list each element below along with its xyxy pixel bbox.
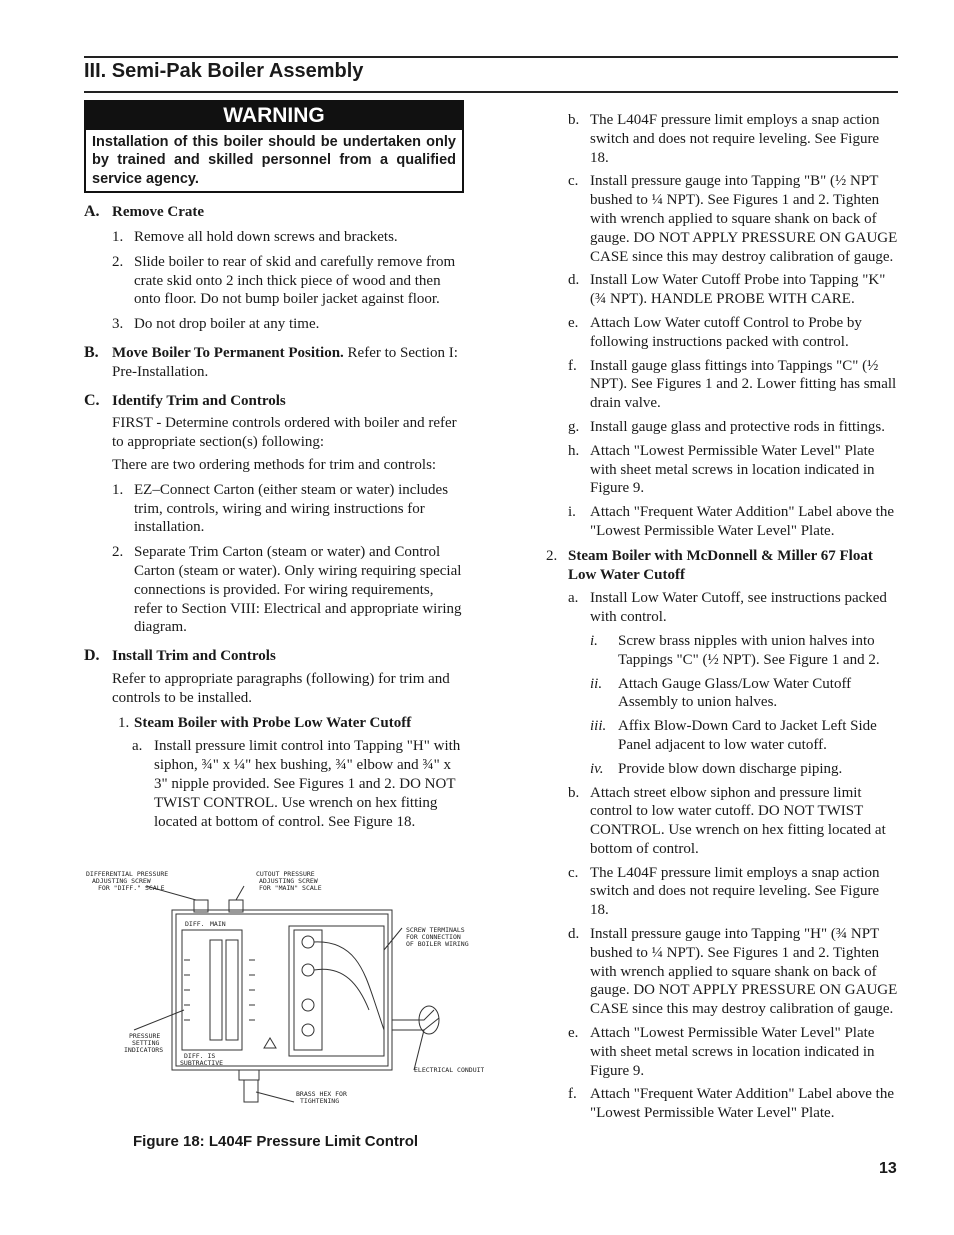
item-text: EZ–Connect Carton (either steam or water) includes trim, controls, wiring and wiring instructions for installation. (134, 481, 449, 536)
item-letter: ii. (590, 675, 603, 692)
item-text: Attach "Lowest Permissible Water Level" Plate with sheet metal screws in location indicated in Figure 9. (590, 442, 875, 497)
item-letter: c. (568, 864, 579, 881)
item-text: Screw brass nipples with union halves into Tappings "C" (½ NPT). See Figure 1 and 2. (618, 632, 880, 668)
figure-label: BRASS HEX FOR (296, 1090, 347, 1098)
pressure-limit-control-figure (84, 870, 484, 1110)
list-item (590, 760, 900, 779)
item-letter: i. (590, 632, 598, 649)
list-item (568, 503, 900, 541)
figure-caption: Figure 18: L404F Pressure Limit Control (133, 1133, 419, 1150)
figure-label: FOR "MAIN" SCALE (259, 884, 322, 892)
section-b-rest: Refer to Section I: Pre-Installation. (112, 345, 458, 380)
item-text: Install pressure gauge into Tapping "B" (½ NPT bushed to ¼ NPT). See Figures 1 and 2. Tighten with wrench applied to square shank on back of gauge. DO NOT APPLY PRESSURE ON GAUGE CASE since this may destroy calibration of gauge. (590, 173, 898, 265)
item-letter: e. (568, 1025, 579, 1042)
paragraph: There are two ordering methods for trim and controls: (112, 457, 437, 474)
list-item (568, 418, 900, 437)
list-item (568, 111, 900, 167)
list-item (568, 1085, 900, 1123)
item-text: Attach "Lowest Permissible Water Level" Plate with sheet metal screws in location indicated in Figure 9. (590, 1025, 875, 1079)
item-number: 3. (112, 316, 124, 333)
section-letter: C. (84, 391, 100, 409)
paragraph: FIRST - Determine controls ordered with boiler and refer to appropriate section(s) following: (112, 415, 457, 451)
item-text: Provide blow down discharge piping. (618, 760, 843, 777)
section-title: III. Semi-Pak Boiler Assembly (84, 60, 364, 82)
subsection-title: Steam Boiler with McDonnell & Miller 67 Float Low Water Cutoff (568, 547, 873, 583)
roman-list (590, 632, 900, 779)
section-title-text: Remove Crate (112, 204, 205, 221)
warning-heading: WARNING (86, 102, 462, 130)
figure-label: DIFF. (185, 920, 205, 928)
subsection-2-heading (546, 547, 900, 585)
item-letter: a. (132, 738, 143, 755)
figure-label: SUBTRACTIVE (180, 1059, 224, 1067)
item-number: 2. (546, 547, 558, 564)
page-number: 13 (879, 1160, 897, 1177)
item-letter: b. (568, 112, 580, 128)
subsection-title: Steam Boiler with Probe Low Water Cutoff (134, 714, 412, 731)
item-letter: d. (568, 272, 580, 289)
list-item (568, 314, 900, 352)
list-item (590, 675, 900, 713)
title-rule (84, 91, 898, 93)
section-d-heading (84, 647, 464, 666)
item-text: Install gauge glass fittings into Tappings "C" (½ NPT). See Figures 1 and 2. Lower fitting has small drain valve. (590, 357, 897, 412)
section-a-list (112, 228, 464, 334)
figure-label: SETTING (132, 1039, 160, 1047)
item-number: 2. (112, 544, 124, 561)
left-column (84, 100, 464, 831)
list-item (590, 717, 900, 755)
figure-label: DIFFERENTIAL PRESSURE (86, 870, 169, 878)
item-letter: iii. (590, 718, 607, 735)
section-title-text: Identify Trim and Controls (112, 392, 286, 409)
list-item (568, 925, 900, 1019)
list-item (568, 1024, 900, 1080)
figure-label: INDICATORS (124, 1046, 164, 1054)
item-text: Install gauge glass and protective rods in fittings. (590, 418, 885, 435)
figure-label: MAIN (210, 920, 226, 928)
item-letter: g. (568, 418, 580, 435)
item-number: 1. (112, 229, 124, 246)
item-text: Do not drop boiler at any time. (134, 316, 320, 333)
section-b-text (112, 344, 464, 382)
right-column (546, 106, 900, 1123)
list-item (112, 481, 464, 537)
list-item (568, 172, 900, 266)
item-letter: f. (568, 1086, 577, 1103)
item-text: Attach "Frequent Water Addition" Label above the "Lowest Permissible Water Level" Plate. (590, 504, 895, 539)
item-text: Install pressure limit control into Tapping "H" with siphon, ¾" x ¼" hex bushing, ¾" elbow and ¾" x 3" nipple provided. See Figures 1 and 2. DO NOT TWIST CONTROL. Use wrench on hex fitting located at bottom of control. See Figure 18. (154, 738, 461, 830)
item-text: Install Low Water Cutoff, see instructions packed with control. (590, 590, 887, 626)
item-text: Attach "Frequent Water Addition" Label above the "Lowest Permissible Water Level" Plate. (590, 1086, 895, 1122)
item-text: Install pressure gauge into Tapping "H" (¾ NPT bushed to ¼ NPT). See Figures 1 and 2. Tighten with wrench applied to square shank on back of gauge. DO NOT APPLY PRESSURE ON GAUGE CASE since this may destroy calibration of gauge. (590, 926, 898, 1018)
warning-box (84, 100, 464, 193)
paragraph: Refer to appropriate paragraphs (following) for trim and controls to be installed. (112, 671, 450, 706)
item-letter: e. (568, 314, 579, 331)
item-letter: h. (568, 442, 580, 459)
section-title-text: Move Boiler To Permanent Position. (112, 345, 344, 362)
item-text: Attach Gauge Glass/Low Water Cutoff Assembly to union halves. (618, 675, 852, 711)
item-letter: iv. (590, 760, 604, 777)
section-letter: B. (84, 344, 99, 362)
figure-label: TIGHTENING (300, 1097, 340, 1105)
section-b-heading (84, 344, 464, 382)
figure-label: FOR CONNECTION (406, 933, 461, 941)
list-item (590, 632, 900, 670)
item-number: 1. (112, 481, 124, 498)
figure-label: FOR "DIFF." SCALE (98, 884, 165, 892)
item-text: Attach Low Water cutoff Control to Probe by following instructions packed with control. (590, 314, 862, 350)
figure-label: OF BOILER WIRING (406, 940, 469, 948)
list-item (112, 228, 464, 247)
section-c-body (112, 414, 464, 637)
list-item (568, 271, 900, 309)
item-text: Remove all hold down screws and brackets. (134, 229, 398, 246)
section-letter: D. (84, 647, 100, 665)
figure-label: DIFF. IS (184, 1052, 216, 1060)
top-rule (84, 56, 898, 58)
item-text: Separate Trim Carton (steam or water) and Control Carton (steam or water). Only wiring requiring special connections is provided. For wiring requirements, refer to Section VIII: Electrical and appropriate wiring diagram. (134, 544, 462, 636)
item-letter: b. (568, 784, 580, 801)
list-item (112, 253, 464, 309)
item-text: The L404F pressure limit employs a snap action switch and does not require leveling. See Figure 18. (590, 864, 880, 919)
item-number: 1. (118, 714, 130, 731)
warning-text: Installation of this boiler should be undertaken only by trained and skilled personnel from a qualified service agency. (92, 133, 456, 187)
item-text: Affix Blow-Down Card to Jacket Left Side Panel adjacent to low water cutoff. (618, 718, 877, 753)
section-letter: A. (84, 203, 100, 221)
item-letter: i. (568, 504, 576, 521)
figure-label: ELECTRICAL CONDUIT (414, 1066, 484, 1074)
item-letter: c. (568, 173, 579, 190)
item-text: Slide boiler to rear of skid and carefully remove from crate skid onto 2 inch thick piece of wood and then onto floor. Do not bump boiler jacket against floor. (134, 253, 456, 308)
list-item (132, 737, 464, 831)
list-item (568, 442, 900, 498)
figure-label: ADJUSTING SCREW (259, 877, 318, 885)
item-text: The L404F pressure limit employs a snap action switch and does not require leveling. See Figure 18. (590, 112, 880, 166)
list-item (112, 543, 464, 637)
list-item (568, 357, 900, 413)
section-c-heading (84, 392, 464, 411)
subsection-1-continued (546, 111, 900, 541)
subsection-1-heading (118, 714, 464, 733)
section-a-heading (84, 203, 464, 222)
list-item (568, 864, 900, 920)
item-letter: f. (568, 357, 577, 374)
item-letter: a. (568, 590, 579, 607)
item-number: 2. (112, 253, 124, 270)
list-item (568, 589, 900, 627)
section-d-body (112, 670, 464, 831)
figure-label: PRESSURE (129, 1032, 161, 1040)
list-item (568, 784, 900, 859)
subsection-2-continued (546, 784, 900, 1124)
figure-label: CUTOUT PRESSURE (256, 870, 315, 878)
item-text: Install Low Water Cutoff Probe into Tapping "K" (¾ NPT). HANDLE PROBE WITH CARE. (590, 272, 886, 308)
item-text: Attach street elbow siphon and pressure limit control to low water cutoff. DO NOT TWIST CONTROL. Use wrench on hex fitting located at bottom of control. (590, 784, 886, 857)
list-item (112, 315, 464, 334)
item-letter: d. (568, 926, 580, 943)
figure-label: SCREW TERMINALS (406, 926, 465, 934)
figure-label: ADJUSTING SCREW (92, 877, 151, 885)
section-title-text: Install Trim and Controls (112, 648, 276, 665)
